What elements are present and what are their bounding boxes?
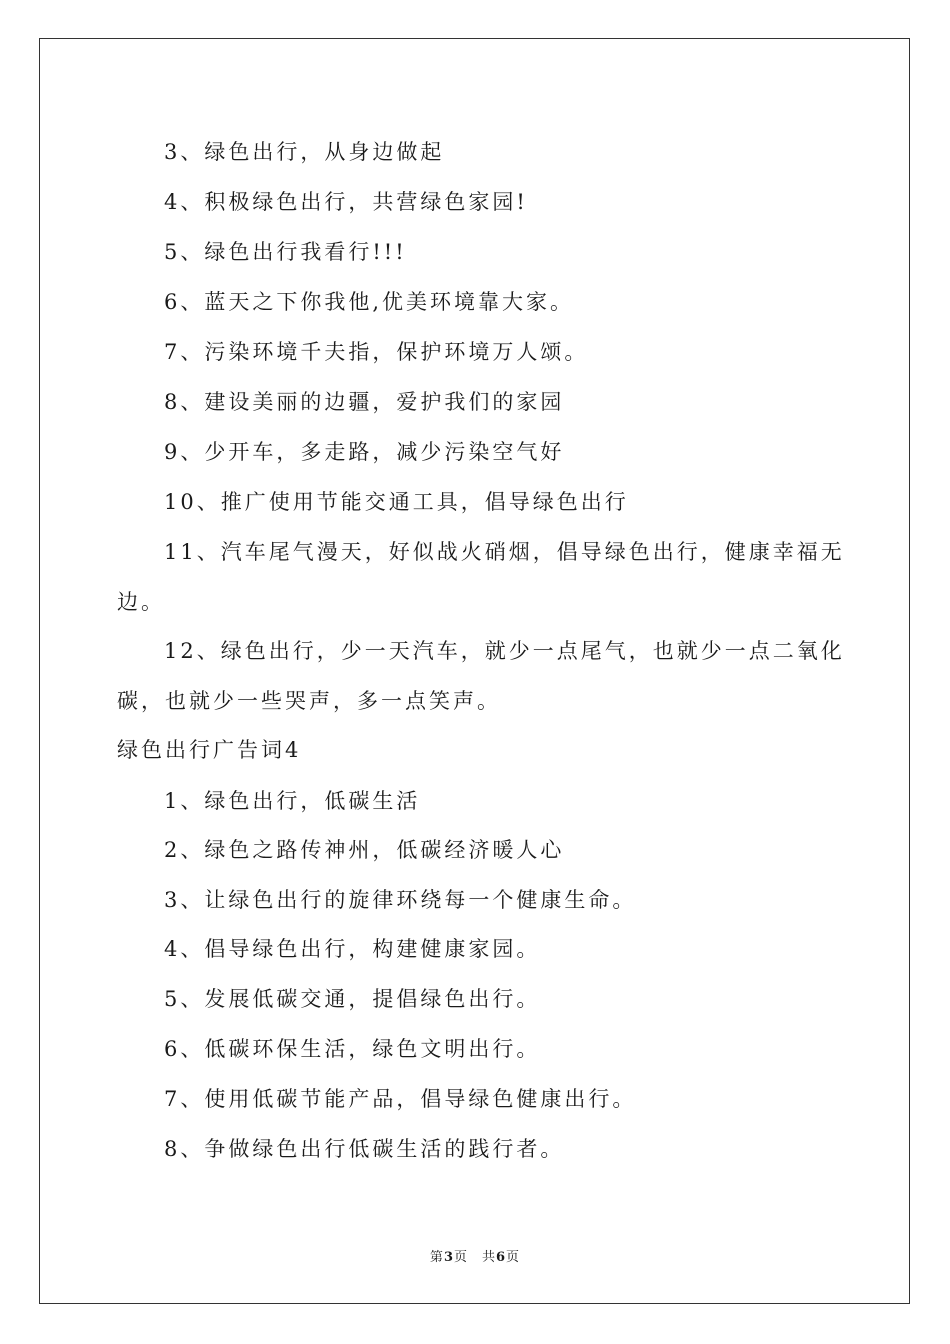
- slogan-line: 5、发展低碳交通，提倡绿色出行。: [164, 987, 541, 1011]
- page-border: [39, 38, 910, 1304]
- slogan-line: 9、少开车，多走路，减少污染空气好: [164, 440, 565, 464]
- slogan-line-continued: 碳，也就少一些哭声，多一点笑声。: [117, 689, 501, 713]
- footer-suffix: 页: [506, 1250, 521, 1265]
- slogan-line: 5、绿色出行我看行!!!: [164, 240, 407, 264]
- slogan-line: 7、污染环境千夫指，保护环境万人颂。: [164, 340, 589, 364]
- section-heading: 绿色出行广告词4: [117, 738, 302, 762]
- slogan-line: 6、蓝天之下你我他,优美环境靠大家。: [164, 290, 575, 314]
- slogan-line: 7、使用低碳节能产品，倡导绿色健康出行。: [164, 1087, 637, 1111]
- slogan-line: 8、建设美丽的边疆，爱护我们的家园: [164, 390, 565, 414]
- slogan-line: 11、汽车尾气漫天，好似战火硝烟，倡导绿色出行，健康幸福无: [164, 540, 845, 564]
- page-footer: [0, 1246, 950, 1265]
- current-page-number: 3: [443, 1250, 454, 1265]
- slogan-line: 3、让绿色出行的旋律环绕每一个健康生命。: [164, 888, 637, 912]
- slogan-line: 1、绿色出行，低碳生活: [164, 789, 421, 813]
- slogan-line: 6、低碳环保生活，绿色文明出行。: [164, 1037, 541, 1061]
- slogan-line: 3、绿色出行，从身边做起: [164, 140, 445, 164]
- slogan-line: 10、推广使用节能交通工具，倡导绿色出行: [164, 490, 629, 514]
- footer-middle: 页 共: [453, 1250, 496, 1265]
- slogan-line: 12、绿色出行，少一天汽车，就少一点尾气，也就少一点二氧化: [164, 639, 845, 663]
- slogan-line-continued: 边。: [117, 590, 165, 614]
- total-page-count: 6: [496, 1250, 507, 1265]
- slogan-line: 4、倡导绿色出行，构建健康家园。: [164, 937, 541, 961]
- slogan-line: 2、绿色之路传神州，低碳经济暖人心: [164, 838, 565, 862]
- footer-prefix: 第: [429, 1250, 444, 1265]
- slogan-line: 4、积极绿色出行，共营绿色家园!: [164, 190, 528, 214]
- slogan-line: 8、争做绿色出行低碳生活的践行者。: [164, 1137, 565, 1161]
